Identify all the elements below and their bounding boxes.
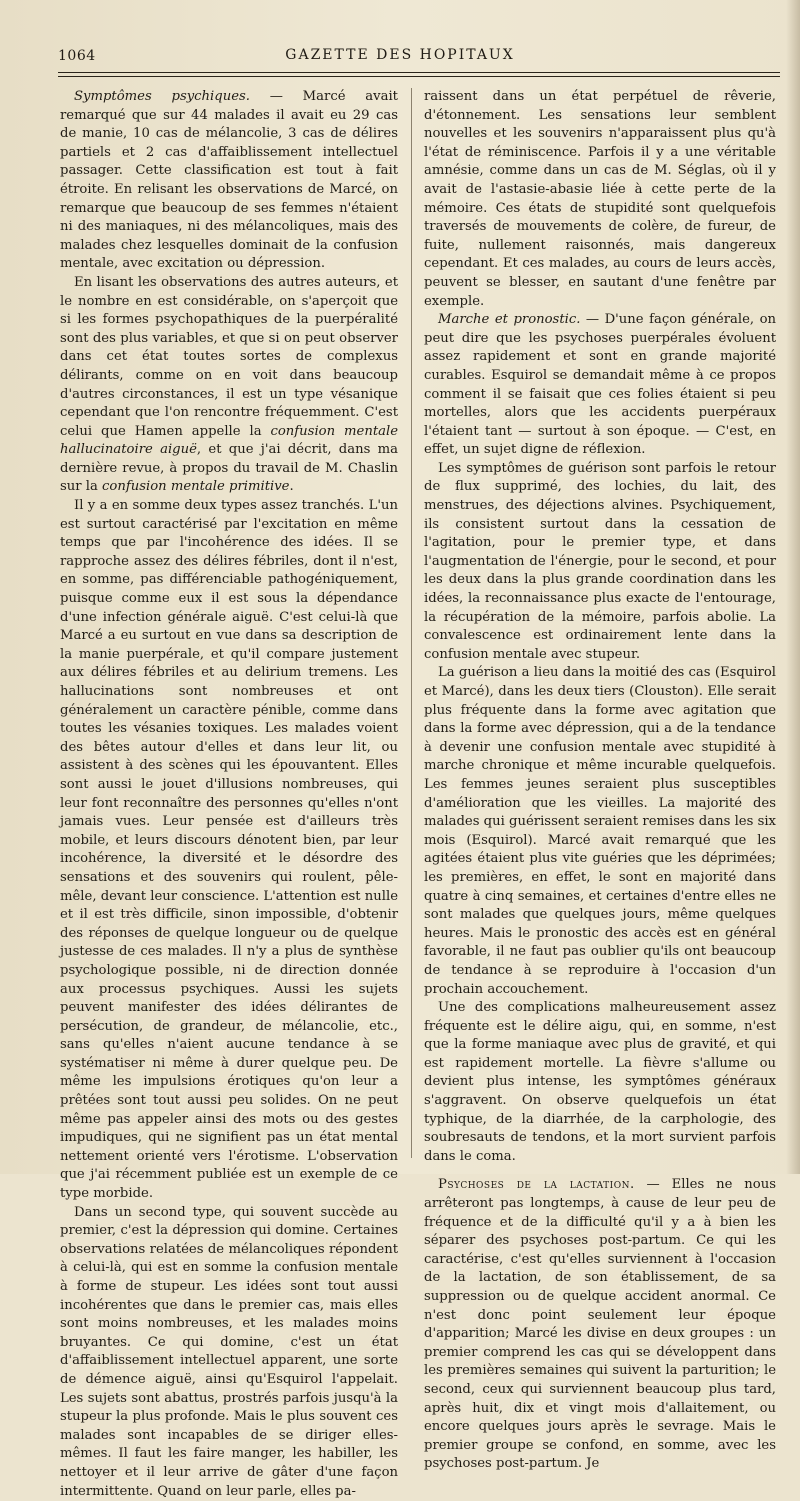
paragraph-deux-types: Il y a en somme deux types assez tranchés. L'un est surtout caractérisé par l'excitation en même temps que par l'incohérence des idées. Il se rapproche assez des délires fébriles, dont il n'est, en somme, pas différenciable pathogéniquement, puisque comme eux il est sous la dépendance d'une infection générale aiguë. C'est celui-là que Marcé a eu surtout en vue dans sa description de la manie puerpérale, et qu'il compare justement aux délires fébriles et au delirium tremens. Les hallucinations sont nombreuses et ont généralement un caractère pénible, comme dans toutes les vésanies toxiques. Les malades voient des bêtes autour d'elles et dans leur lit, ou assistent à des scènes qui les épouvantent. Elles sont aussi le jouet d'illusions nombreuses, qui leur font reconnaître des personnes qu'elles n'ont jamais vues. Leur pensée est d'ailleurs très mobile, et leurs discours dénotent bien, par leur incohérence, la diversité et le désordre des sensations et des souvenirs qui roulent, pêle-mêle, devant leur conscience. L'attention est nulle et il est très difficile, sinon impossible, d'obtenir des réponses de quelque longueur ou de quelque justesse de ces malades. Il n'y a plus de synthèse psychologique possible, ni de direction donnée aux processus psychiques. Aussi les sujets peuvent manifester des idées délirantes de persécution, de grandeur, de mélancolie, etc., sans qu'elles n'aient aucune tendance à se systématiser ni même à durer quelque peu. De même les impulsions érotiques qu'on leur a prêtées sont tout aussi peu solides. On ne peut même pas appeler ainsi des mots ou des gestes impudiques, qui ne signifient pas un état mental nettement orienté vers l'érotisme. L'observation que j'ai récemment publiée est un exemple de ce type morbide. [60, 498, 398, 1202]
header-rule [58, 72, 780, 73]
paragraph-text: — Elles ne nous arrêteront pas longtemps, à cause de leur peu de fréquence et de la difficulté qu'il y a à bien les séparer des psychoses post-partum. Ce qui les caractérise, c'est qu'elles surviennent à l'occasion de la lactation, de son établissement, de sa suppression ou de quelque accident anormal. Ce n'est donc point seulement leur époque d'apparition; Marcé les divise en deux groupes : un premier comprend les cas qui se développent dans les premières semaines qui suivent la parturition; le second, ceux qui surviennent beaucoup plus tard, après huit, dix et vingt mois d'allaitement, ou encore quelques jours après le sevrage. Mais le premier groupe se confond, en somme, avec les psychoses post-partum. Je [424, 1177, 776, 1472]
paragraph-text: . [289, 479, 294, 495]
page-header [0, 0, 800, 80]
paragraph-second-type: Dans un second type, qui souvent succède au premier, c'est la dépression qui domine. Certaines observations relatées de mélancoliques répondent à celui-là, qui est en somme la confusion mentale à forme de stupeur. Les idées sont tout aussi incohérentes que dans le premier cas, mais elles sont moins nombreuses, et les malades moins bruyantes. Ce qui domine, c'est un état d'affaiblissement intellectuel apparent, une sorte de démence aiguë, ainsi qu'Esquirol l'appelait. Les sujets sont abattus, prostrés parfois jusqu'à la stupeur la plus profonde. Mais le plus souvent ces malades sont incapables de se diriger elles-mêmes. Il faut les faire manger, les habiller, les nettoyer et il leur arrive de gâter d'une façon intermittente. Quand on leur parle, elles pa- [60, 1204, 398, 1499]
emphasis-term: confusion mentale primitive [102, 479, 290, 495]
paragraph-text: — D'une façon générale, on peut dire que les psychoses puerpérales évoluent assez rapidement et sont en grande majorité curables. Esquirol se demandait même à ce propos comment il se faisait que ces folies étaient si peu mortelles, alors que les accidents puerpéraux l'étaient tant — surtout à son époque. — C'est, en effet, un sujet digne de réflexion. [424, 312, 776, 458]
paragraph-complications: Une des complications malheureusement assez fréquente est le délire aigu, qui, en somme, n'est que la forme maniaque avec plus de gravité, et qui est rapidement mortelle. La fièvre s'allume ou devient plus intense, les symptômes généraux s'aggravent. On observe quelquefois un état typhique, de la diarrhée, de la carphologie, des soubresauts de tendons, et la mort survient parfois dans le coma. [424, 1000, 776, 1164]
paragraph-symptomes [60, 88, 398, 274]
paragraph-text: — Marcé avait remarqué que sur 44 malades il avait eu 29 cas de manie, 10 cas de mélancolie, 3 cas de délires partiels et 2 cas d'affaiblissement intellectuel passager. Cette classification est tout à fait étroite. En relisant les observations de Marcé, on remarque que beaucoup de ses femmes n'étaient ni des maniaques, ni des mélancoliques, mais des malades chez lesquelles dominait de la confusion mentale, avec excitation ou dépression. [60, 89, 398, 272]
section-lead-lactation: Psychoses de la lactation. [438, 1177, 635, 1193]
page-edge-shadow [786, 0, 800, 1174]
header-rule-thin [58, 76, 780, 77]
paragraph-marche [424, 311, 776, 460]
paragraph-continuation: raissent dans un état perpétuel de rêverie, d'étonnement. Les sensations leur semblent nouvelles et les souvenirs n'apparaissent plus qu'à l'état de réminiscence. Parfois il y a une véritable amnésie, comme dans un cas de M. Séglas, où il y avait de l'astasie-abasie liée à cette perte de la mémoire. Ces états de stupidité sont quelquefois traversés de mouvements de colère, de fureur, de fuite, nullement raisonnés, mais dangereux cependant. Et ces malades, au cours de leurs accès, peuvent se blesser, en sautant d'une fenêtre par exemple. [424, 89, 776, 309]
paragraph-lactation [424, 1176, 776, 1474]
paragraph-observations [60, 274, 398, 497]
section-spacer [424, 1166, 776, 1176]
column-divider [411, 88, 412, 1158]
journal-title: GAZETTE DES HOPITAUX [285, 47, 515, 63]
page-number: 1064 [58, 48, 96, 64]
paragraph-text: En lisant les observations des autres auteurs, et le nombre en est considérable, on s'aperçoit que si les formes psychopathiques de la puerpéralité sont des plus variables, et que si on peut observer dans cet état toutes sortes de complexus délirants, comme on en voit dans beaucoup d'autres circonstances, il est un type vésanique cependant que l'on rencontre fréquemment. C'est celui que Hamen appelle la [60, 274, 398, 439]
right-column [424, 88, 776, 1472]
emphasis-term: confusion mentale hallucinatoire aiguë [60, 423, 398, 458]
paragraph-text: , et que j'ai décrit, dans ma dernière revue, à propos du travail de M. Chaslin sur la [60, 442, 399, 495]
paragraph-guerison-symptomes: Les symptômes de guérison sont parfois le retour de flux supprimé, des lochies, du lait, des menstrues, des déjections alvines. Psychiquement, ils consistent surtout dans la cessation de l'agitation, pour le premier type, et dans l'augmentation de l'énergie, pour le second, et pour les deux dans la plus grande coordination dans les idées, la reconnaissance plus exacte de l'entourage, la récupération de la mémoire, parfois abolie. La convalescence est ordinairement lente dans la confusion mentale avec stupeur. [424, 460, 776, 662]
paragraph-guerison: La guérison a lieu dans la moitié des cas (Esquirol et Marcé), dans les deux tiers (Clouston). Elle serait plus fréquente dans la forme avec agitation que dans la forme avec dépression, qui a de la tendance à devenir une confusion mentale avec stupidité à marche chronique et même incurable quelquefois. Les femmes jeunes seraient plus susceptibles d'amélioration que les vieilles. La majorité des malades qui guérissent seraient remises dans les six mois (Esquirol). Marcé avait remarqué que les agitées étaient plus vite guéries que les déprimées; les premières, en effet, le sont en majorité dans quatre à cinq semaines, et certaines d'entre elles ne sont malades que quelques jours, même quelques heures. Mais le pronostic des accès est en général favorable, il ne faut pas oublier qu'ils ont beaucoup de tendance à se reproduire à l'occasion d'un prochain accouchement. [424, 665, 776, 997]
section-lead-symptomes: Symptômes psychiques. [74, 89, 250, 104]
left-column [60, 88, 399, 1499]
section-lead-marche: Marche et pronostic. [438, 312, 581, 328]
